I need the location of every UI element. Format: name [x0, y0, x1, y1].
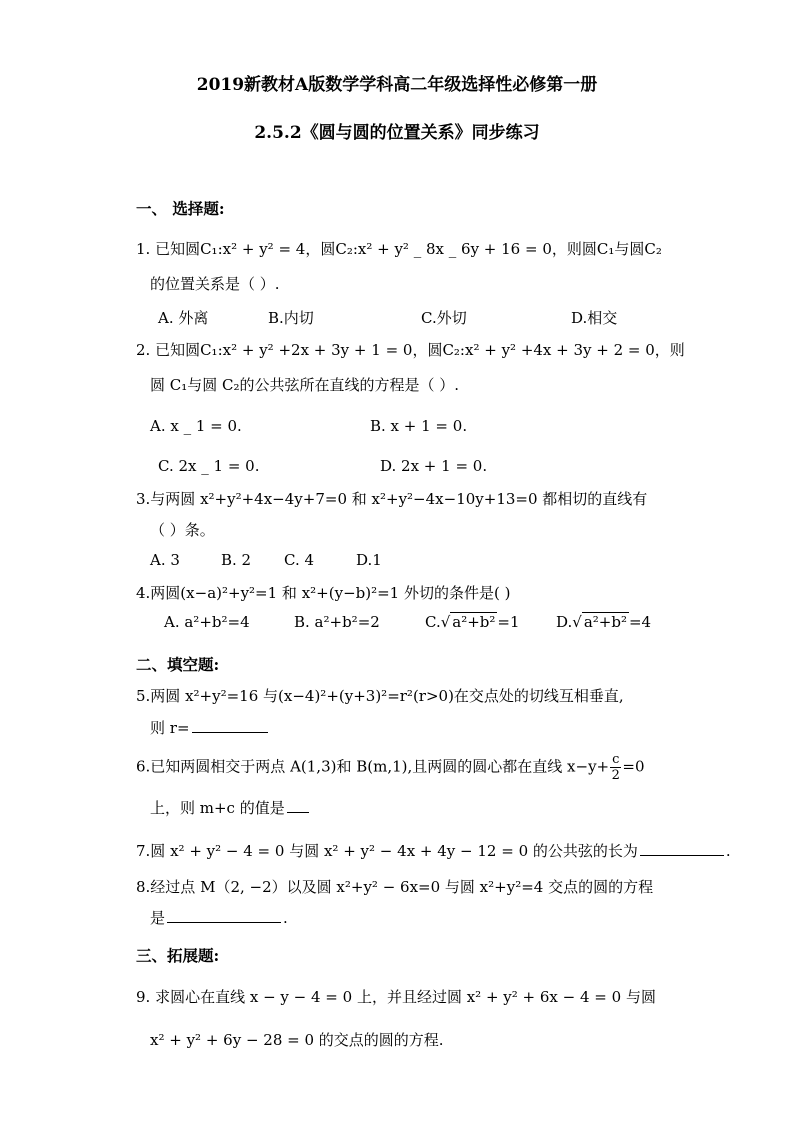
question-1-option-c: C.外切 — [421, 309, 467, 327]
question-4-option-d-label: D. — [556, 613, 573, 631]
answer-blank[interactable] — [287, 811, 309, 813]
question-7-text: 7.圆 x² + y² − 4 = 0 与圆 x² + y² − 4x + 4y − 12 = 0 的公共弦的长为 — [136, 842, 638, 860]
section-heading-fill: 二、填空题: — [136, 655, 220, 674]
question-4-line-1: 4.两圆(x−a)²+y²=1 和 x²+(y−b)²=1 外切的条件是( ) — [136, 584, 511, 602]
question-3-option-b: B. 2 — [221, 551, 252, 569]
question-8-line-2 — [150, 907, 288, 928]
section-heading-choice: 一、 选择题: — [136, 199, 225, 218]
question-4-option-c-rhs: =1 — [497, 613, 520, 631]
question-6-line-2 — [150, 797, 311, 818]
question-5-line-2 — [150, 717, 270, 738]
question-4-option-d-rhs: =4 — [628, 613, 652, 631]
answer-blank[interactable] — [167, 921, 281, 923]
question-8-prompt: 是 — [150, 909, 166, 927]
question-9-line-2: x² + y² + 6y − 28 = 0 的交点的圆的方程. — [150, 1031, 444, 1049]
question-3-line-2: （ ）条。 — [150, 521, 215, 539]
question-8-period: . — [283, 909, 288, 927]
fraction-c-over-2 — [610, 752, 621, 783]
sqrt-icon: √ — [572, 613, 582, 631]
question-6-line-1 — [136, 752, 645, 783]
question-1-line-1: 1. 已知圆C₁:x² + y² = 4，圆C₂:x² + y² _ 8x _ 6y + 16 = 0，则圆C₁与圆C₂ — [136, 240, 662, 258]
question-4-option-c-radicand: a²+b² — [452, 613, 496, 631]
answer-blank[interactable] — [640, 854, 724, 856]
question-9-line-1: 9. 求圆心在直线 x − y − 4 = 0 上，并且经过圆 x² + y² + 6x − 4 = 0 与圆 — [136, 988, 656, 1006]
section-heading-extension: 三、拓展题: — [136, 946, 220, 965]
fraction-denominator: 2 — [611, 768, 620, 783]
question-5-prompt: 则 r= — [150, 719, 190, 737]
answer-blank[interactable] — [192, 731, 268, 733]
question-2-line-1: 2. 已知圆C₁:x² + y² +2x + 3y + 1 = 0，圆C₂:x² + y² +4x + 3y + 2 = 0，则 — [136, 341, 685, 359]
question-2-option-d: D. 2x + 1 = 0. — [380, 457, 488, 475]
title-line-2: 2.5.2《圆与圆的位置关系》同步练习 — [254, 123, 540, 143]
question-3-option-d: D.1 — [356, 551, 382, 569]
question-3-option-a: A. 3 — [150, 551, 180, 569]
question-2-option-c: C. 2x _ 1 = 0. — [158, 457, 260, 475]
question-7-period: . — [725, 842, 731, 860]
question-2-option-a: A. x _ 1 = 0. — [150, 417, 242, 435]
question-6-equals: =0 — [622, 757, 645, 776]
title-line-1: 2019新教材A版数学学科高二年级选择性必修第一册 — [196, 75, 598, 95]
question-4-option-d-radicand: a²+b² — [583, 613, 627, 631]
question-2-line-2: 圆 C₁与圆 C₂的公共弦所在直线的方程是（ ）. — [150, 376, 460, 394]
question-3-line-1: 3.与两圆 x²+y²+4x−4y+7=0 和 x²+y²−4x−10y+13=0 都相切的直线有 — [136, 490, 648, 508]
question-4-option-d — [556, 613, 651, 631]
fraction-numerator: c — [612, 752, 620, 767]
question-7-line-1 — [136, 840, 731, 861]
question-4-option-b: B. a²+b²=2 — [294, 613, 380, 631]
question-6-text: 6.已知两圆相交于两点 A(1,3)和 B(m,1),且两圆的圆心都在直线 x−y+ — [136, 757, 610, 776]
question-4-option-c-label: C. — [425, 613, 441, 631]
question-4-option-c — [425, 613, 520, 631]
question-1-option-b: B.内切 — [268, 309, 314, 327]
sqrt-icon: √ — [440, 613, 451, 631]
question-2-option-b: B. x + 1 = 0. — [370, 417, 468, 435]
question-3-option-c: C. 4 — [284, 551, 315, 569]
question-6-prompt: 上，则 m+c 的值是 — [150, 799, 285, 817]
question-8-line-1: 8.经过点 M（2, −2）以及圆 x²+y² − 6x=0 与圆 x²+y²=4 交点的圆的方程 — [136, 878, 654, 896]
question-4-option-a: A. a²+b²=4 — [164, 613, 250, 631]
question-1-option-d: D.相交 — [571, 309, 618, 327]
question-5-line-1: 5.两圆 x²+y²=16 与(x−4)²+(y+3)²=r²(r>0)在交点处的切线互相垂直, — [136, 687, 624, 705]
question-1-line-2: 的位置关系是（ ）. — [150, 275, 280, 293]
question-1-option-a: A. 外离 — [158, 309, 209, 327]
